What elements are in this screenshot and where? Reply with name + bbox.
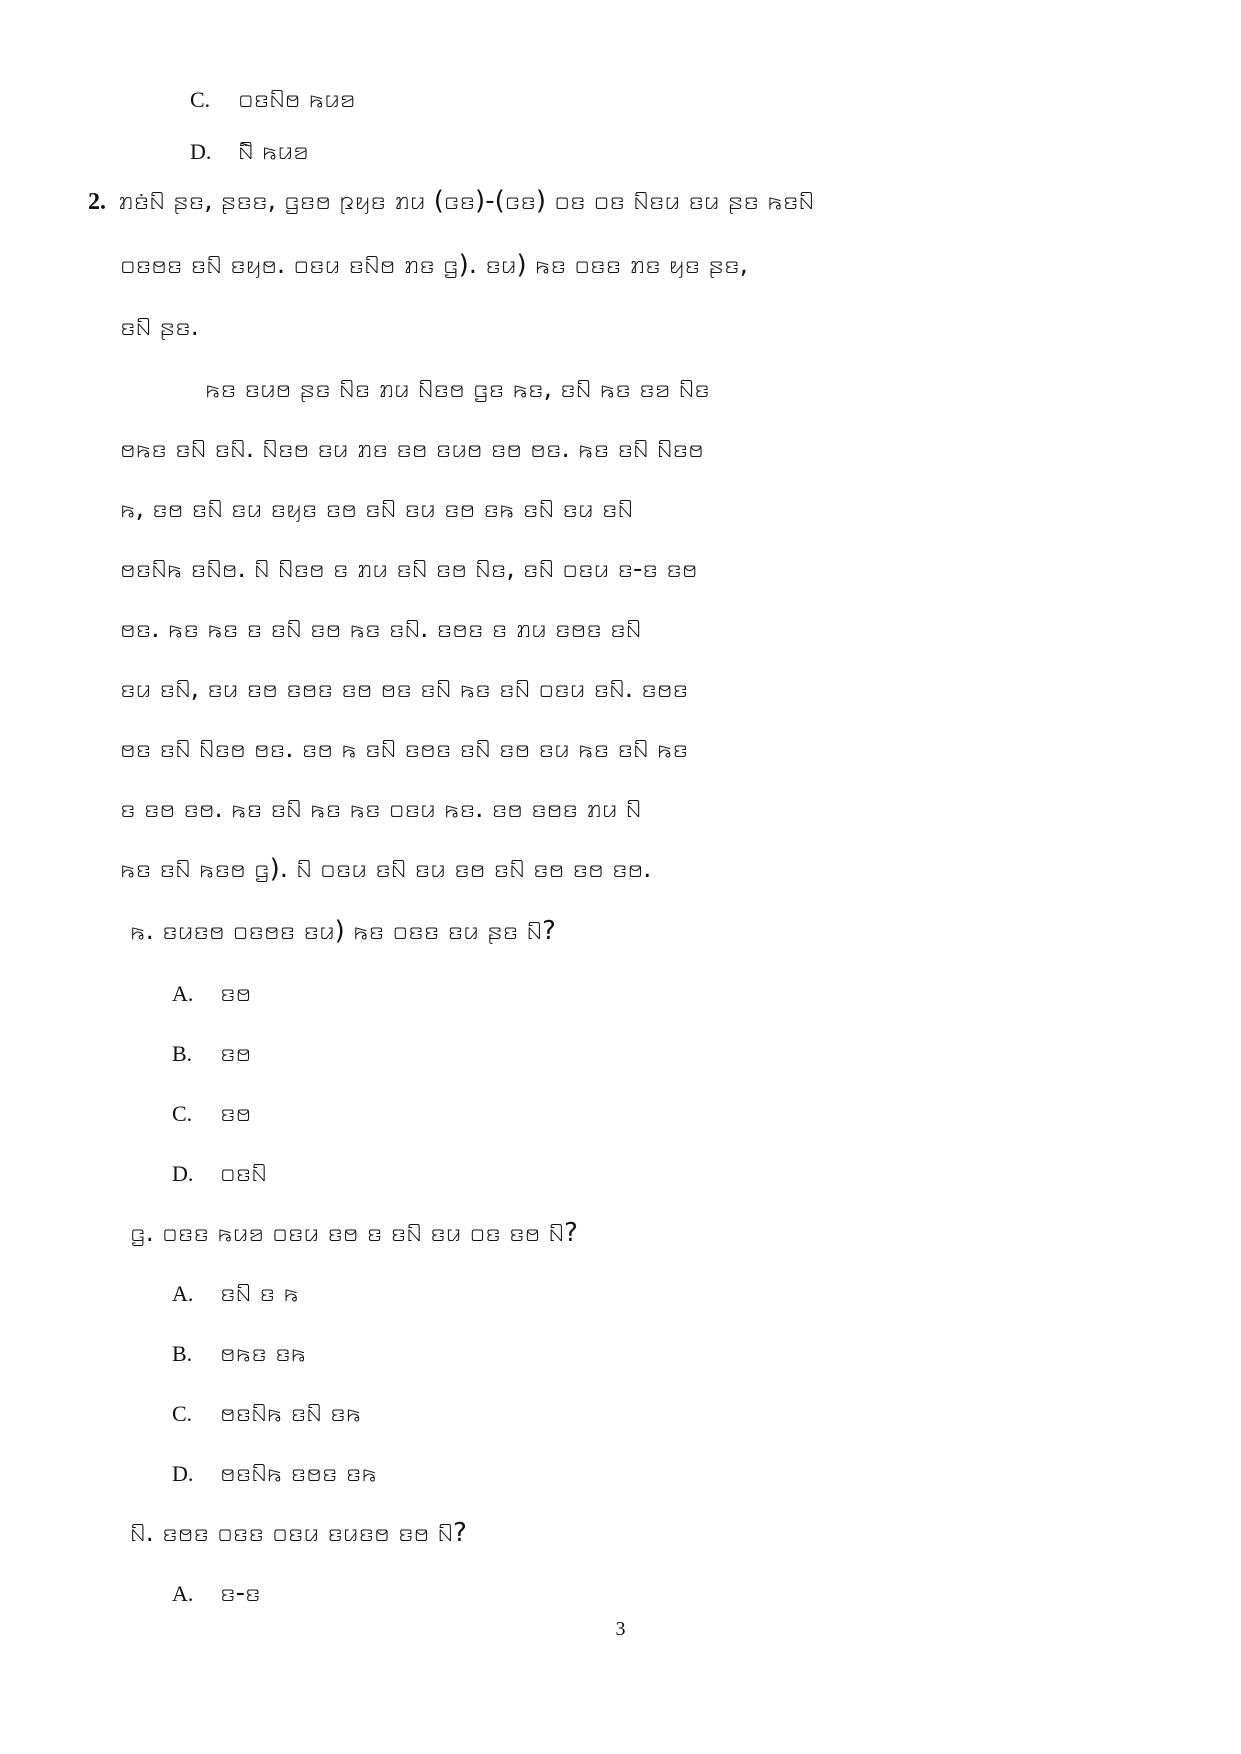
option-b bbox=[172, 1336, 306, 1371]
option-letter: C. bbox=[172, 1101, 193, 1126]
option-letter: A. bbox=[172, 1581, 194, 1606]
option-c bbox=[172, 1396, 361, 1431]
paragraph-line: ꤥꤢ ꤢꤡ ꤡꤢꤥ ꤥꤢ. ꤢꤥ ꤒ ꤢꤡ ꤢꤥꤢ ꤢꤡ ꤢꤥ ꤢꤣ ꤒꤢ ꤢꤡ ꤒꤢ bbox=[120, 734, 689, 764]
option-text: ꤥꤢꤡꤒ ꤢꤥꤢ ꤢꤒ bbox=[220, 1458, 377, 1488]
option-letter: B. bbox=[172, 1041, 193, 1066]
option-d bbox=[172, 1456, 377, 1491]
option-c-top bbox=[190, 82, 355, 117]
option-d bbox=[172, 1156, 267, 1191]
sub-question-label: ꤞ. bbox=[130, 1218, 154, 1248]
option-text: ꤢꤥ bbox=[220, 978, 252, 1008]
option-text: ꤥꤢꤡꤒ ꤢꤡ ꤢꤒ bbox=[220, 1398, 362, 1428]
option-text: ꤢꤥ bbox=[220, 1098, 252, 1128]
option-text: ꤀ꤢꤡ bbox=[220, 1158, 267, 1188]
option-letter: D. bbox=[172, 1161, 194, 1186]
paragraph-line: ꤥꤢꤡꤒ ꤢꤡꤥ. ꤡ ꤡꤢꤥ ꤢ ꤊꤣ ꤢꤡ ꤢꤥ ꤡꤢ, ꤢꤡ ꤀ꤢꤣ ꤢ-ꤢ ꤢꤥ bbox=[120, 554, 698, 584]
option-letter: C. bbox=[190, 87, 211, 112]
option-text: ꤡꤦꤧ ꤒꤣꤤ bbox=[238, 136, 309, 166]
paragraph-line: ꤒꤢ ꤢꤡ ꤒꤢꤥ ꤞ). ꤡ ꤀ꤢꤣ ꤢꤡ ꤢꤣ ꤢꤥ ꤢꤡ ꤢꤥ ꤢꤥ ꤢꤥ. bbox=[120, 854, 652, 884]
option-letter: D. bbox=[190, 139, 212, 164]
option-letter: D. bbox=[172, 1461, 194, 1486]
question-number: 2. bbox=[88, 189, 106, 215]
question-2-line-1 bbox=[88, 184, 814, 219]
question-2-line-3: ꤢꤡ ꤔꤢ. bbox=[120, 312, 199, 342]
option-a bbox=[172, 1576, 261, 1611]
sub-question-label: ꤒ. bbox=[130, 916, 154, 946]
sub-question-text: ꤀ꤢꤢ ꤒꤣꤤ ꤀ꤢꤣ ꤢꤥ ꤢ ꤢꤡ ꤢꤣ ꤀ꤢ ꤢꤥ ꤡ? bbox=[162, 1218, 578, 1248]
sub-question-label: ꤡ. bbox=[130, 1518, 154, 1548]
question-text: ꤊꤢꤦꤡ ꤔꤢ, ꤔꤢꤢ, ꤞꤢꤥ ꤐꤟꤢ ꤊꤣ (ꤍꤢ)-(ꤍꤢ) ꤀ꤢ ꤀ꤢ ꤡꤢꤣ ꤢꤣ ꤔꤢ ꤒꤢꤡ bbox=[118, 186, 815, 216]
paragraph-line: ꤢꤣ ꤢꤡ, ꤢꤣ ꤢꤥ ꤢꤥꤢ ꤢꤥ ꤥꤢ ꤢꤡ ꤒꤢ ꤢꤡ ꤀ꤢꤣ ꤢꤡ. ꤢꤥꤢ bbox=[120, 674, 689, 704]
option-letter: C. bbox=[172, 1401, 193, 1426]
option-letter: A. bbox=[172, 1281, 194, 1306]
sub-question-2 bbox=[130, 1216, 578, 1250]
sub-question-3 bbox=[130, 1516, 467, 1550]
paragraph-line: ꤒ, ꤢꤥ ꤢꤡ ꤢꤣ ꤢꤟꤢ ꤢꤥ ꤢꤡ ꤢꤣ ꤢꤥ ꤢꤒ ꤢꤡ ꤢꤣ ꤢꤡ bbox=[120, 494, 634, 524]
option-letter: B. bbox=[172, 1341, 193, 1366]
page-number: 3 bbox=[615, 1618, 626, 1640]
option-a bbox=[172, 1276, 299, 1311]
sub-question-1 bbox=[130, 914, 556, 948]
question-2-line-2: ꤀ꤢꤥꤢ ꤢꤡ ꤢꤟꤥ. ꤀ꤢꤣ ꤢꤡꤥ ꤊꤢ ꤞ). ꤢꤣ) ꤒꤢ ꤀ꤢꤢ ꤊꤢ ꤟꤢ ꤔꤢ, bbox=[120, 250, 748, 280]
option-b bbox=[172, 1036, 251, 1071]
option-text: ꤀ꤢꤡꤥ ꤒꤣꤤ bbox=[238, 84, 356, 114]
option-a bbox=[172, 976, 251, 1011]
option-c bbox=[172, 1096, 251, 1131]
paragraph-line: ꤥꤒꤢ ꤢꤡ ꤢꤡ. ꤡꤢꤥ ꤢꤣ ꤊꤢ ꤢꤥ ꤢꤣꤥ ꤢꤥ ꤥꤢ. ꤒꤢ ꤢꤡ ꤡꤢꤥ bbox=[120, 434, 704, 464]
sub-question-text: ꤢꤣꤢꤥ ꤀ꤢꤥꤢ ꤢꤣ) ꤒꤢ ꤀ꤢꤢ ꤢꤣ ꤔꤢ ꤡ? bbox=[162, 916, 556, 946]
paragraph-line: ꤢ ꤢꤥ ꤢꤥ. ꤒꤢ ꤢꤡ ꤒꤢ ꤒꤢ ꤀ꤢꤣ ꤒꤢ. ꤢꤥ ꤢꤥꤢ ꤊꤣ ꤡ bbox=[120, 794, 642, 824]
sub-question-text: ꤢꤥꤢ ꤀ꤢꤢ ꤀ꤢꤣ ꤢꤣꤢꤥ ꤢꤥ ꤡ? bbox=[162, 1518, 467, 1548]
option-letter: A. bbox=[172, 981, 194, 1006]
paragraph-line: ꤥꤢ. ꤒꤢ ꤒꤢ ꤢ ꤢꤡ ꤢꤥ ꤒꤢ ꤢꤡ. ꤢꤥꤢ ꤢ ꤊꤣ ꤢꤥꤢ ꤢꤡ bbox=[120, 614, 642, 644]
option-text: ꤥꤒꤢ ꤢꤒ bbox=[220, 1338, 307, 1368]
option-text: ꤢꤥ bbox=[220, 1038, 252, 1068]
option-text: ꤢ-ꤢ bbox=[220, 1578, 261, 1608]
option-d-top bbox=[190, 134, 309, 169]
paragraph-line: ꤒꤢ ꤢꤣꤥ ꤔꤢ ꤡꤢ ꤊꤣ ꤡꤢꤥ ꤞꤢ ꤒꤢ, ꤢꤡ ꤒꤢ ꤢꤤ ꤡꤢ bbox=[205, 374, 710, 404]
option-text: ꤢꤡ ꤢ ꤒ bbox=[220, 1278, 299, 1308]
